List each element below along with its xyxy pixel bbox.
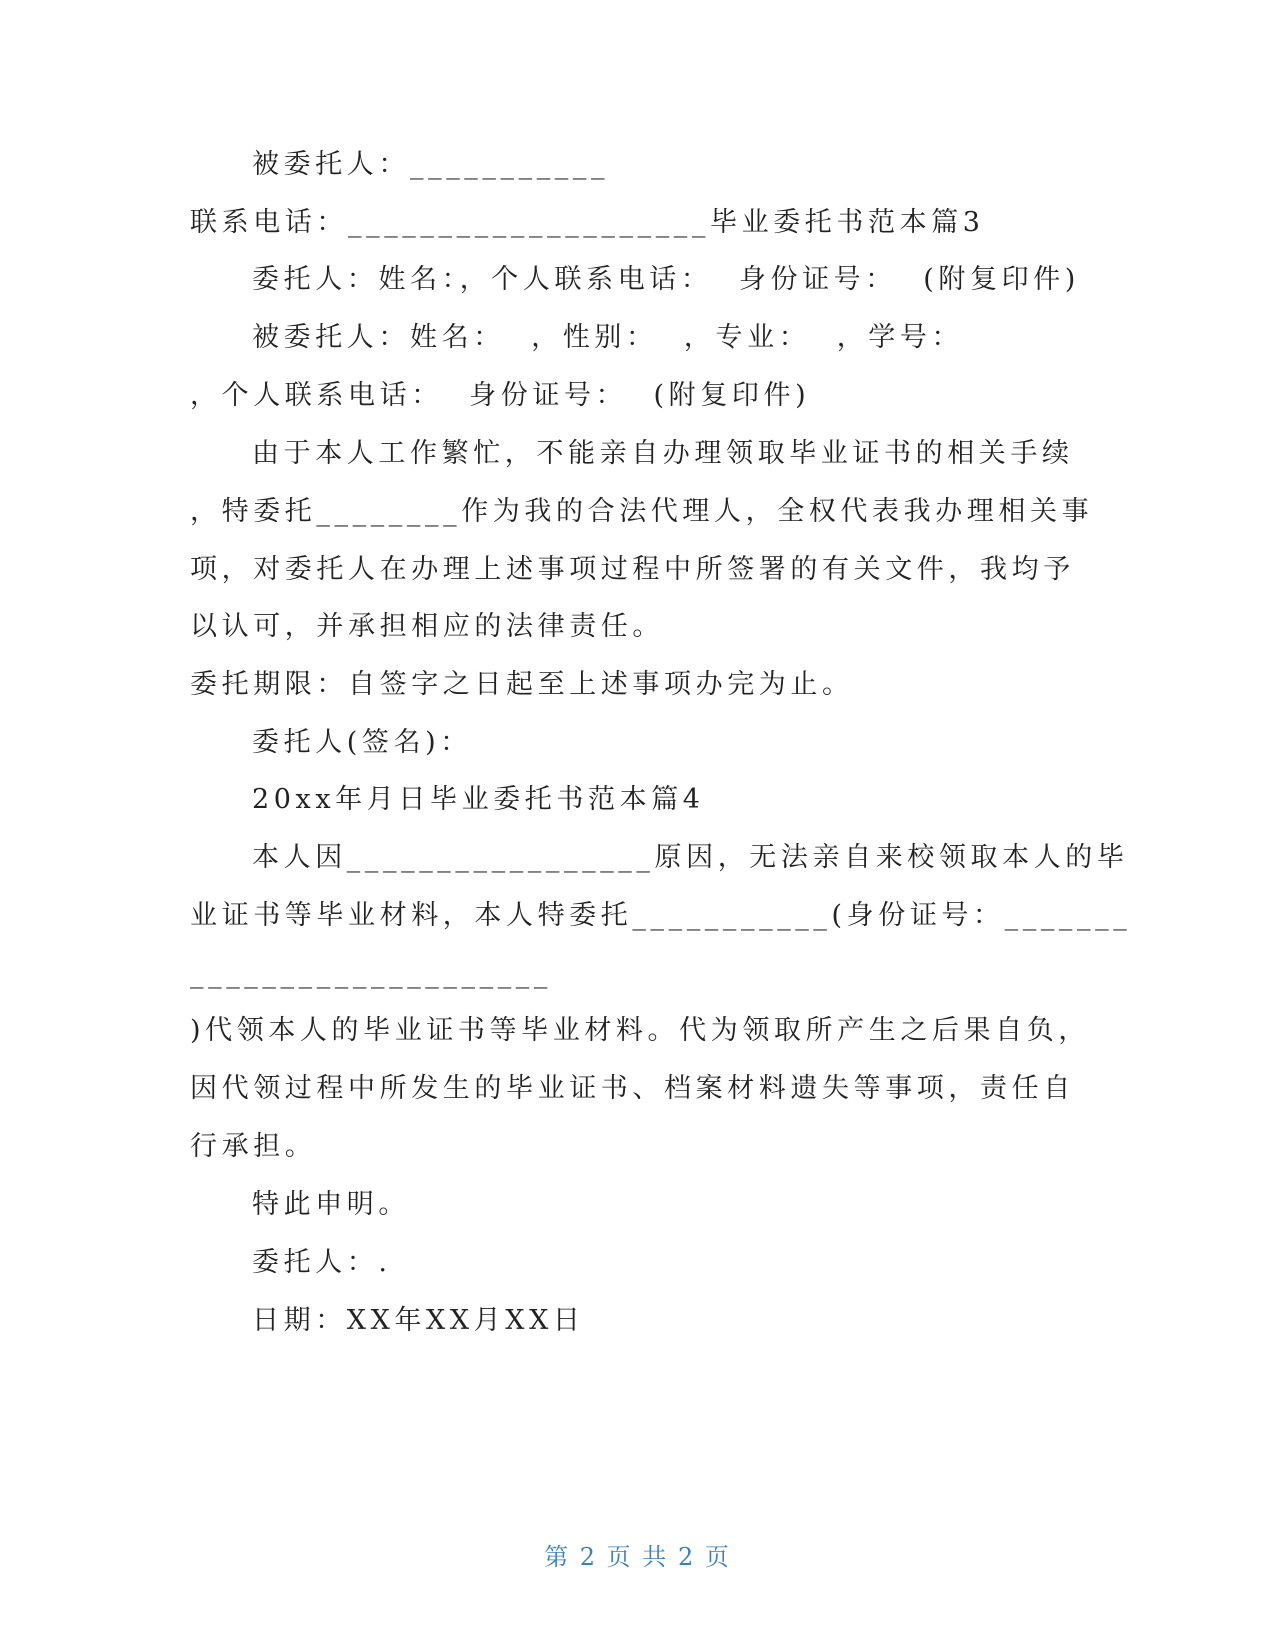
date-and-heading-4: 20xx年月日毕业委托书范本篇4 [252,784,705,815]
trustee-contact-line: ，个人联系电话： 身份证号： (附复印件) [190,380,811,411]
body-paragraph-line-1: 由于本人工作繁忙，不能亲自办理领取毕业证书的相关手续 [252,438,1074,469]
term-line: 委托期限：自签字之日起至上述事项办完为止。 [190,669,854,700]
sample4-line-2: 业证书等毕业材料，本人特委托___________(身份证号：_______ [190,900,1132,931]
sample4-line-5: 因代领过程中所发生的毕业证书、档案材料遗失等事项，责任自 [190,1073,1075,1104]
body-paragraph-line-3: 项，对委托人在办理上述事项过程中所签署的有关文件，我均予 [190,554,1075,585]
sample4-line-4: )代领本人的毕业证书等毕业材料。代为领取所产生之后果自负， [190,1015,1090,1046]
sample4-line-3: ____________________ [190,958,552,989]
body-paragraph-line-4: 以认可，并承担相应的法律责任。 [190,611,664,642]
declaration-line: 特此申明。 [252,1189,410,1220]
trustee-info-line: 被委托人：姓名： ，性别： ，专业： ，学号： [252,322,964,353]
principal-signature-line: 委托人(签名)： [252,727,472,758]
principal-line: 委托人：. [252,1247,392,1278]
sample4-line-1: 本人因_________________原因，无法亲自来校领取本人的毕 [252,842,1129,873]
page-number-footer: 第 2 页 共 2 页 [544,1543,731,1571]
date-line: 日期：XX年XX月XX日 [252,1305,585,1336]
sample4-line-6: 行承担。 [190,1131,317,1162]
body-paragraph-line-2: ，特委托________作为我的合法代理人，全权代表我办理相关事 [190,496,1094,527]
principal-info-line: 委托人：姓名：，个人联系电话： 身份证号： (附复印件) [252,264,1080,295]
trustee-line: 被委托人：___________ [252,149,610,180]
phone-and-heading-3: 联系电话：____________________毕业委托书范本篇3 [190,207,985,238]
